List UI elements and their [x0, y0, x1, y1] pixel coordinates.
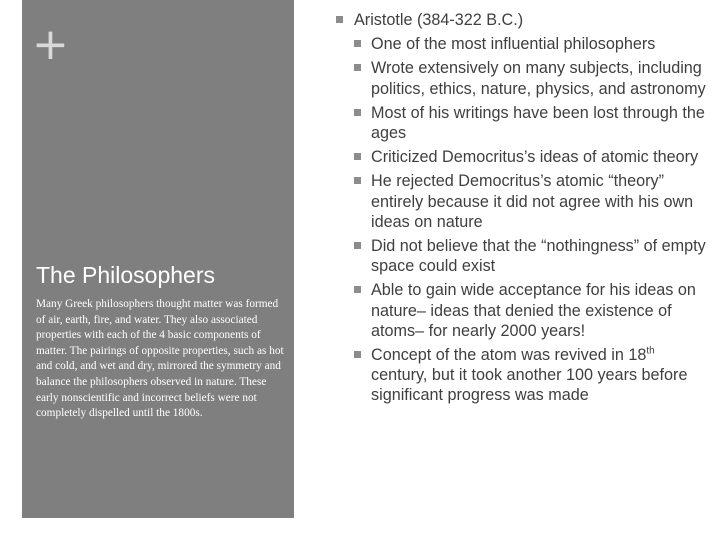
- square-bullet-icon: [354, 242, 361, 249]
- sub-bullet-text: Able to gain wide acceptance for his ideas on nature– ideas that denied the existence of atoms– for nearly 2000 years!: [371, 281, 696, 340]
- plus-icon: +: [32, 19, 69, 70]
- square-bullet-icon: [354, 40, 361, 47]
- bullet-list: [336, 10, 706, 406]
- sub-bullet: [336, 34, 706, 54]
- sub-bullet: [336, 280, 706, 341]
- sub-bullet-text: One of the most influential philosophers: [371, 35, 656, 54]
- sub-bullet: [336, 236, 706, 276]
- square-bullet-icon: [354, 286, 361, 293]
- sub-bullet: [336, 345, 706, 406]
- square-bullet-icon: [336, 16, 343, 23]
- square-bullet-icon: [354, 153, 361, 160]
- sub-bullet-text: Most of his writings have been lost through the ages: [371, 103, 705, 143]
- sub-bullet: [336, 147, 706, 167]
- square-bullet-icon: [354, 64, 361, 71]
- main-bullet: [336, 10, 706, 30]
- panel-description: Many Greek philosophers thought matter was formed of air, earth, fire, and water. They also associated properties with each of the 4 basic components of matter. The pairings of opposite properties, such as hot and cold, and wet and dry, mirrored the symmetry and balance the philosophers observed in nature. These early nonscientific and incorrect beliefs were not completely dispelled until the 1800s.: [36, 298, 284, 420]
- square-bullet-icon: [354, 177, 361, 184]
- sub-bullet-text: Did not believe that the “nothingness” of empty space could exist: [371, 237, 706, 276]
- sub-bullet-text: Criticized Democritus’s ideas of atomic theory: [371, 148, 699, 167]
- sub-bullet-text: Wrote extensively on many subjects, including politics, ethics, nature, physics, and astronomy: [371, 59, 706, 98]
- side-panel: [22, 0, 294, 518]
- panel-title: The Philosophers: [36, 262, 215, 288]
- sub-bullet-text: He rejected Democritus’s atomic “theory” entirely because it did not agree with his own ideas on nature: [371, 172, 694, 231]
- sub-bullet: [336, 103, 706, 143]
- main-bullet-text: Aristotle (384-322 B.C.): [354, 11, 524, 29]
- sub-bullet: [336, 58, 706, 98]
- sub-bullet-text: Concept of the atom was revived in 18th century, but it took another 100 years before significant progress was made: [371, 345, 688, 405]
- square-bullet-icon: [354, 351, 361, 358]
- sub-bullet: [336, 171, 706, 232]
- square-bullet-icon: [354, 109, 361, 116]
